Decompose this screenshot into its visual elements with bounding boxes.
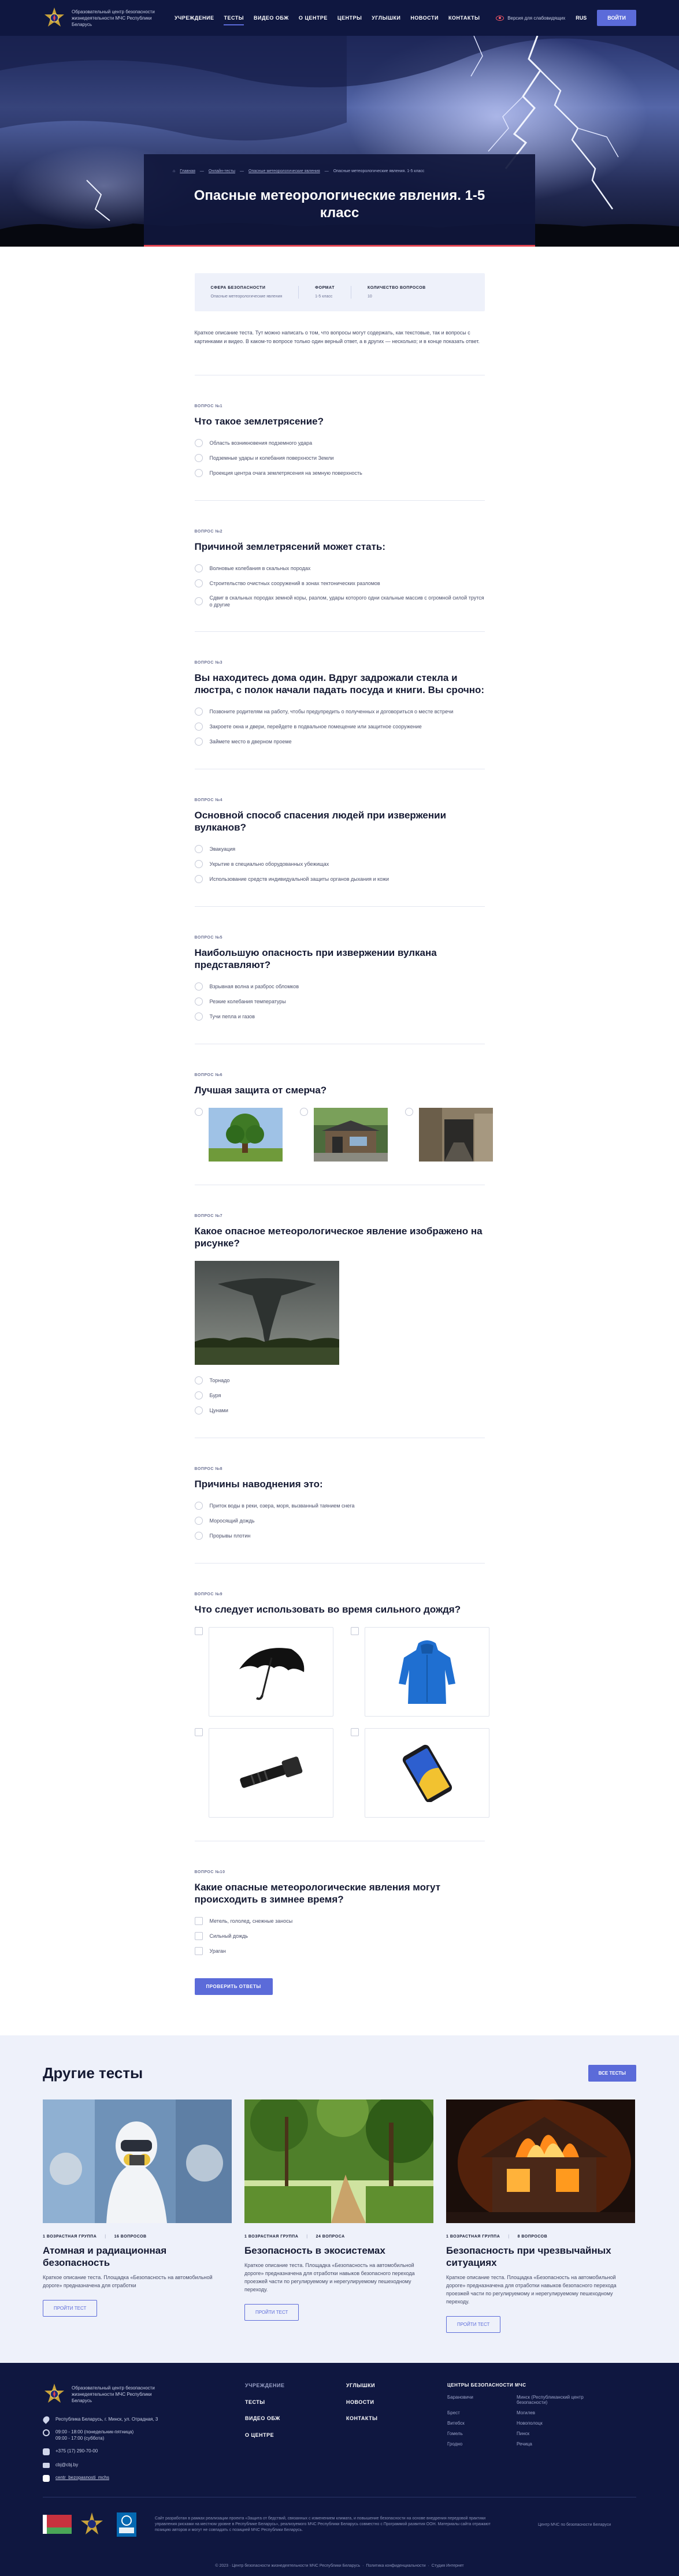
language-select[interactable]: RUS [576,15,587,21]
radio-button[interactable] [195,1502,203,1510]
info-count-label: КОЛИЧЕСТВО ВОПРОСОВ [367,286,426,290]
info-format-label: ФОРМАТ [315,286,335,290]
card-age-group: 1 ВОЗРАСТНАЯ ГРУППА [244,2235,299,2239]
answer-label: Ураган [209,1948,226,1954]
shelter-icon [314,1108,388,1162]
radio-button[interactable] [195,454,203,462]
question-number: ВОПРОС №9 [194,1592,223,1596]
question-number: ВОПРОС №10 [194,1870,225,1874]
all-tests-button[interactable]: ВСЕ ТЕСТЫ [588,2065,636,2082]
card-option[interactable] [351,1728,489,1818]
breadcrumb-sep: — [240,169,244,173]
answer-label: Использование средств индивидуальной защиты органов дыхания и кожи [209,876,389,882]
image-answer-option[interactable] [405,1108,493,1162]
umbrella-icon [233,1640,309,1704]
footer-hours [43,2429,245,2441]
question-title: Лучшая защита от смерча? [194,1085,327,1096]
take-test-button[interactable]: ПРОЙТИ ТЕСТ [43,2300,97,2317]
card-question-count: 16 ВОПРОСОВ [114,2235,147,2239]
eye-icon [496,16,504,21]
card-meta [244,2235,433,2239]
radio-button[interactable] [405,1108,413,1116]
info-format-value: 1-5 класс [315,295,333,299]
radio-button[interactable] [195,708,203,716]
answer-label: Буря [209,1393,221,1398]
test-card[interactable] [244,2099,433,2333]
answer-options [195,1502,485,1540]
test-card[interactable] [446,2099,635,2333]
info-sphere-label: СФЕРА БЕЗОПАСНОСТИ [210,286,266,290]
answer-option[interactable] [195,1932,485,1940]
test-content [195,247,485,2035]
card-description: Краткое описание теста. Площадка «Безопасность на автомобильной дороге» предназначена для отработки навыков безопасного перехода проезжей части по регулируемому и нерегулируемому пешеходному переходу. [244,2262,415,2292]
question-title: Причины наводнения это: [194,1479,323,1490]
radio-button[interactable] [195,845,203,853]
card-age-group: 1 ВОЗРАСТНАЯ ГРУППА [43,2235,97,2239]
answer-option[interactable] [195,439,485,447]
question-title: Что следует использовать во время сильного дождя? [194,1604,461,1615]
answer-option[interactable] [195,469,485,477]
card-image-box [365,1728,489,1818]
answer-option[interactable] [195,997,485,1006]
question-title: Какие опасные метеорологические явления могут происходить в зимнее время? [194,1882,441,1905]
hero-banner [0,36,679,247]
answer-option[interactable] [195,1947,485,1955]
footer-nav-contacts[interactable]: КОНТАКТЫ [346,2415,378,2421]
mail-icon [43,2463,50,2468]
centers-list [447,2395,603,2447]
radio-button[interactable] [195,597,203,605]
card-meta [43,2235,232,2239]
other-tests-section [0,2035,679,2363]
answer-option[interactable] [195,860,485,868]
footer-address [43,2416,245,2422]
question-number: ВОПРОС №7 [194,1214,223,1218]
answer-option[interactable] [195,982,485,991]
answer-option[interactable] [195,579,485,587]
copyright-text: © 2023 · Центр безопасности жизнедеятельности МЧС Республики Беларусь [215,2564,361,2568]
answer-option[interactable] [195,1406,485,1414]
answer-option[interactable] [195,1376,485,1384]
info-format [315,286,351,299]
hours-text [55,2429,133,2441]
card-image-box [365,1627,489,1717]
radio-button[interactable] [195,860,203,868]
location-icon [42,2415,51,2424]
forest-path-image [244,2099,433,2223]
answer-label: Сдвиг в скальных породах земной коры, разлом, удары которого одни скальные массив с огромной силой трутся о другие [209,595,484,608]
social-text[interactable]: centr_bezopasnosti_mchs [55,2475,109,2480]
question-7 [195,1185,485,1414]
breadcrumb [173,169,506,173]
submit-answers-button[interactable]: ПРОВЕРИТЬ ОТВЕТЫ [195,1978,273,1995]
instagram-icon [43,2475,50,2482]
breadcrumb-current: Опасные метеорологические явления. 1-5 класс [333,169,425,173]
other-tests-title: Другие тесты [43,2064,143,2082]
answer-option[interactable] [195,1502,485,1510]
question-number: ВОПРОС №2 [194,530,223,534]
image-card-options [195,1627,485,1818]
mchs-emblem-icon [43,6,66,29]
nav-video[interactable]: ВИДЕО ОБЖ [254,15,289,21]
info-count [368,286,442,299]
radio-button[interactable] [195,1532,203,1540]
phone-icon [392,1744,462,1802]
tornado-image [195,1261,339,1365]
question-title: Какое опасное метеорологическое явление изображено на рисунке? [194,1226,483,1249]
question-number: ВОПРОС №4 [194,798,223,802]
center-link[interactable]: Гомель [447,2431,463,2436]
answer-label: Позвоните родителям на работу, чтобы предупредить о полученных и договориться о месте встречи [209,709,454,714]
radio-button[interactable] [195,564,203,572]
nav-contacts[interactable]: КОНТАКТЫ [448,15,480,21]
card-title: Безопасность в экосистемах [244,2245,385,2256]
question-8 [195,1438,485,1540]
checkbox[interactable] [351,1728,359,1736]
question-4 [195,769,485,883]
breadcrumb-sep: — [324,169,329,173]
breadcrumb-home[interactable]: Главная [180,169,195,173]
center-link[interactable]: Могилев [517,2410,535,2415]
house-fire-image [446,2099,635,2223]
radio-button[interactable] [195,1108,203,1116]
card-image-box [209,1627,333,1717]
test-info-box [195,273,485,311]
clock-icon [43,2429,50,2436]
hero-card [144,154,535,247]
question-6 [195,1044,485,1162]
main-nav [175,13,480,23]
home-icon[interactable]: ⌂ [173,169,176,173]
accessibility-label: Версия для слабовидящих [507,15,566,21]
answer-option[interactable] [195,708,485,716]
radio-button[interactable] [195,1376,203,1384]
mchs-emblem-icon [43,2383,66,2406]
answer-option[interactable] [195,1012,485,1021]
info-count-value: 10 [367,295,372,299]
answer-options [195,439,485,477]
nav-about[interactable]: О ЦЕНТРЕ [298,15,328,21]
footer-email[interactable] [43,2462,245,2468]
radio-button[interactable] [195,723,203,731]
footer-logo-text: Образовательный центр безопасности жизнедеятельности МЧС Республики Беларусь [72,2385,155,2403]
question-title: Основной способ спасения людей при извержении вулканов? [194,810,447,833]
answer-option[interactable] [195,564,485,572]
tree-icon [209,1108,283,1162]
footer-copyright: © 2023 · Центр безопасности жизнедеятельности МЧС Республики Беларусь · Политика конфиденциальности · Студия Интернет [215,2564,464,2568]
radio-button[interactable] [195,738,203,746]
radio-button[interactable] [195,579,203,587]
footer-social[interactable] [43,2474,245,2482]
card-description: Краткое описание теста. Площадка «Безопасность на автомобильной дороге» предназначена для отработки навыков безопасного перехода проезжей части по регулируемому и нерегулируемому пешеходному переходу. [446,2275,617,2305]
answer-label: Сильный дождь [209,1933,248,1939]
answer-label: Займете место в дверном проеме [209,739,292,744]
footer-top [43,2383,636,2482]
hours-saturday: 09:00 - 17:00 (суббота) [55,2436,105,2441]
answer-label: Метель, гололед, снежные заносы [209,1918,293,1924]
checkbox[interactable] [195,1728,203,1736]
question-title: Вы находитесь дома один. Вдруг задрожали стекла и люстра, с полок начали падать посуда и книги. Вы срочно: [194,672,485,695]
nav-tests[interactable]: ТЕСТЫ [224,13,244,23]
checkbox[interactable] [195,1947,203,1955]
breadcrumb-category[interactable]: Опасные метеорологические явления [248,169,320,173]
info-sphere [211,286,299,299]
other-tests-header [43,2064,636,2082]
checkbox[interactable] [351,1627,359,1635]
meta-sep: | [306,2235,308,2239]
answer-label: Прорывы плотин [209,1533,251,1539]
answer-label: Волновые колебания в скальных породах [209,565,311,571]
address-text: Республика Беларусь, г. Минск, ул. Отрадная, 3 [55,2417,158,2422]
belarus-flag-icon [43,2510,72,2539]
phone-icon [43,2448,50,2455]
footer-nav-tests[interactable]: ТЕСТЫ [245,2399,265,2405]
test-cards [43,2099,636,2333]
radio-button[interactable] [195,1406,203,1414]
answer-label: Торнадо [209,1378,230,1383]
footer-bottom [43,2510,636,2539]
test-card[interactable] [43,2099,232,2333]
hours-weekday: 09:00 - 18:00 (понедельник-пятница) [55,2429,134,2434]
site-header [0,0,679,36]
card-age-group: 1 ВОЗРАСТНАЯ ГРУППА [446,2235,500,2239]
answer-option[interactable] [195,738,485,746]
radio-button[interactable] [195,1012,203,1021]
question-10 [195,1841,485,1955]
question-9 [195,1563,485,1818]
answer-option[interactable] [195,1517,485,1525]
answer-label: Резкие колебания температуры [209,999,286,1004]
meta-sep: | [105,2235,106,2239]
take-test-button[interactable]: ПРОЙТИ ТЕСТ [244,2304,299,2321]
card-meta [446,2235,635,2239]
footer-nav [245,2383,447,2440]
center-link[interactable]: Барановичи [447,2395,473,2400]
footer-centers [447,2383,603,2482]
test-description: Краткое описание теста. Тут можно написать о том, что вопросы могут содержать, как текстовые, так и вопросы с картинками и видео. В каком-то вопросе только один верный ответ, а в других — несколько; и в конце показать ответ. [194,330,480,344]
take-test-button[interactable]: ПРОЙТИ ТЕСТ [446,2316,500,2333]
question-number: ВОПРОС №8 [194,1467,223,1471]
question-number: ВОПРОС №3 [194,661,223,665]
site-footer [0,2363,679,2576]
card-option[interactable] [195,1627,333,1717]
radio-button[interactable] [195,982,203,991]
radio-button[interactable] [195,1517,203,1525]
answer-label: Эвакуация [209,846,236,852]
question-number: ВОПРОС №1 [194,404,223,408]
undp-logo-icon [112,2510,141,2539]
answer-options [195,564,485,608]
question-title: Наибольшую опасность при извержении вулкана представляют? [194,947,437,970]
nav-news[interactable]: НОВОСТИ [410,15,439,21]
image-answer-option[interactable] [195,1108,283,1162]
privacy-link[interactable]: Политика конфиденциальности [366,2564,426,2568]
nav-uchrezhdenie[interactable]: УЧРЕЖДЕНИЕ [175,15,214,21]
answer-options [195,1917,485,1955]
raincoat-icon [395,1637,459,1707]
answer-options [195,982,485,1021]
question-number: ВОПРОС №5 [194,936,223,940]
answer-label: Закроете окна и двери, перейдете в подвальное помещение или защитное сооружение [209,724,422,729]
footer-nav-uchrezhdenie[interactable]: УЧРЕЖДЕНИЕ [245,2383,285,2388]
info-sphere-value: Опасные метеорологические явления [210,295,283,299]
footer-logo[interactable] [43,2383,164,2406]
card-image-box [209,1728,333,1818]
card-option[interactable] [351,1627,489,1717]
radio-button[interactable] [195,439,203,447]
nav-corners[interactable]: УГЛЫШКИ [372,15,401,21]
answer-label: Тучи пепла и газов [209,1014,255,1019]
developer-link[interactable]: Студия Интернет [431,2564,464,2568]
breadcrumb-sep: — [199,169,204,173]
answer-label: Укрытие в специально оборудованных убежищах [209,861,329,867]
center-link[interactable]: Минск (Республиканский центр безопасности) [517,2395,584,2405]
checkbox[interactable] [195,1627,203,1635]
question-number: ВОПРОС №6 [194,1073,223,1077]
card-question-count: 24 ВОПРОСА [316,2235,345,2239]
radio-button[interactable] [195,1391,203,1399]
centers-title: ЦЕНТРЫ БЕЗОПАСНОСТИ МЧС [447,2383,526,2388]
footer-nav-about[interactable]: О ЦЕНТРЕ [245,2432,274,2438]
answer-options [195,1376,485,1414]
center-link[interactable]: Гродно [447,2441,463,2447]
footer-nav-video[interactable]: ВИДЕО ОБЖ [245,2415,280,2421]
site-logo[interactable] [43,6,164,29]
radiation-suit-image [43,2099,232,2223]
center-link[interactable]: Витебск [447,2421,465,2426]
image-answer-options [195,1108,485,1162]
question-5 [195,906,485,1021]
login-button[interactable]: ВОЙТИ [597,10,636,26]
footer-contacts-column [43,2383,245,2482]
meta-sep: | [508,2235,510,2239]
card-option[interactable] [195,1728,333,1818]
answer-label: Приток воды в реки, озера, моря, вызванный таянием снега [209,1503,355,1509]
partner-logos [43,2510,141,2539]
center-link[interactable]: Речица [517,2441,532,2447]
center-link[interactable]: Брест [447,2410,460,2415]
footer-legal-text: Сайт разработан в рамках реализации проекта «Защита от бедствий, связанных с изменением климата, и повышение безопасности на основе внедрения передовой практики управления рисками на местном уровне в Республике Беларусь», реализуемого МЧС Республики Беларусь совместно с Программой развития ООН. Материалы сайта отражают позицию авторов и могут не совпадать с позицией МЧС Республики Беларусь. [155,2517,491,2532]
header-actions [496,10,636,26]
answer-label: Моросящий дождь [209,1518,255,1524]
nav-centers[interactable]: ЦЕНТРЫ [337,15,362,21]
answer-label: Взрывная волна и разброс обломков [209,984,299,989]
answer-label: Проекция центра очага землетрясения на земную поверхность [209,470,362,476]
answer-label: Цунами [209,1408,228,1413]
answer-option[interactable] [195,1532,485,1540]
flashlight-icon [228,1750,314,1796]
question-title: Причиной землетрясений может стать: [194,541,386,552]
answer-option[interactable] [195,1391,485,1399]
breadcrumb-tests[interactable]: Онлайн-тесты [208,169,236,173]
footer-contacts [43,2416,245,2482]
answer-option[interactable] [195,723,485,731]
answer-label: Подземные удары и колебания поверхности Земли [209,455,334,461]
footer-nav-corners[interactable]: УГЛЫШКИ [346,2383,376,2388]
image-answer-option[interactable] [300,1108,388,1162]
answer-option[interactable] [195,1917,485,1925]
question-3 [195,631,485,746]
card-description: Краткое описание теста. Площадка «Безопасность на автомобильной дороге» предназначена для отработки [43,2275,213,2288]
radio-button[interactable] [195,469,203,477]
answer-options [195,845,485,883]
card-title: Безопасность при чрезвычайных ситуациях [446,2245,611,2268]
answer-label: Область возникновения подземного удара [209,440,313,446]
answer-option[interactable] [195,875,485,883]
basement-icon [419,1108,493,1162]
radio-button[interactable] [300,1108,308,1116]
answer-options [195,708,485,746]
question-title: Что такое землетрясение? [194,416,324,427]
answer-option[interactable] [195,594,485,608]
answer-label: Строительство очистных сооружений в зонах тектонических разломов [209,580,380,586]
email-text[interactable]: cbj@cbj.by [55,2462,79,2467]
mchs-emblem-icon [77,2510,106,2539]
accessibility-link[interactable] [496,16,565,21]
footer-nav-news[interactable]: НОВОСТИ [346,2399,374,2405]
question-2 [195,500,485,608]
radio-button[interactable] [195,997,203,1006]
center-link[interactable]: Пинск [517,2431,530,2436]
answer-option[interactable] [195,454,485,462]
question-1 [195,375,485,477]
page-title: Опасные метеорологические явления. 1-5 класс [194,188,485,221]
card-title: Атомная и радиационная безопасность [43,2245,167,2268]
phone-text[interactable]: +375 (17) 290-70-00 [55,2448,98,2454]
radio-button[interactable] [195,875,203,883]
footer-right-legal: Центр МЧС по безопасности Беларуси [538,2522,611,2527]
checkbox[interactable] [195,1917,203,1925]
logo-text: Образовательный центр безопасности жизнедеятельности МЧС Республики Беларусь [72,9,155,27]
answer-option[interactable] [195,845,485,853]
footer-phone[interactable] [43,2448,245,2455]
checkbox[interactable] [195,1932,203,1940]
center-link[interactable]: Новополоцк [517,2421,543,2426]
card-question-count: 8 ВОПРОСОВ [517,2235,548,2239]
